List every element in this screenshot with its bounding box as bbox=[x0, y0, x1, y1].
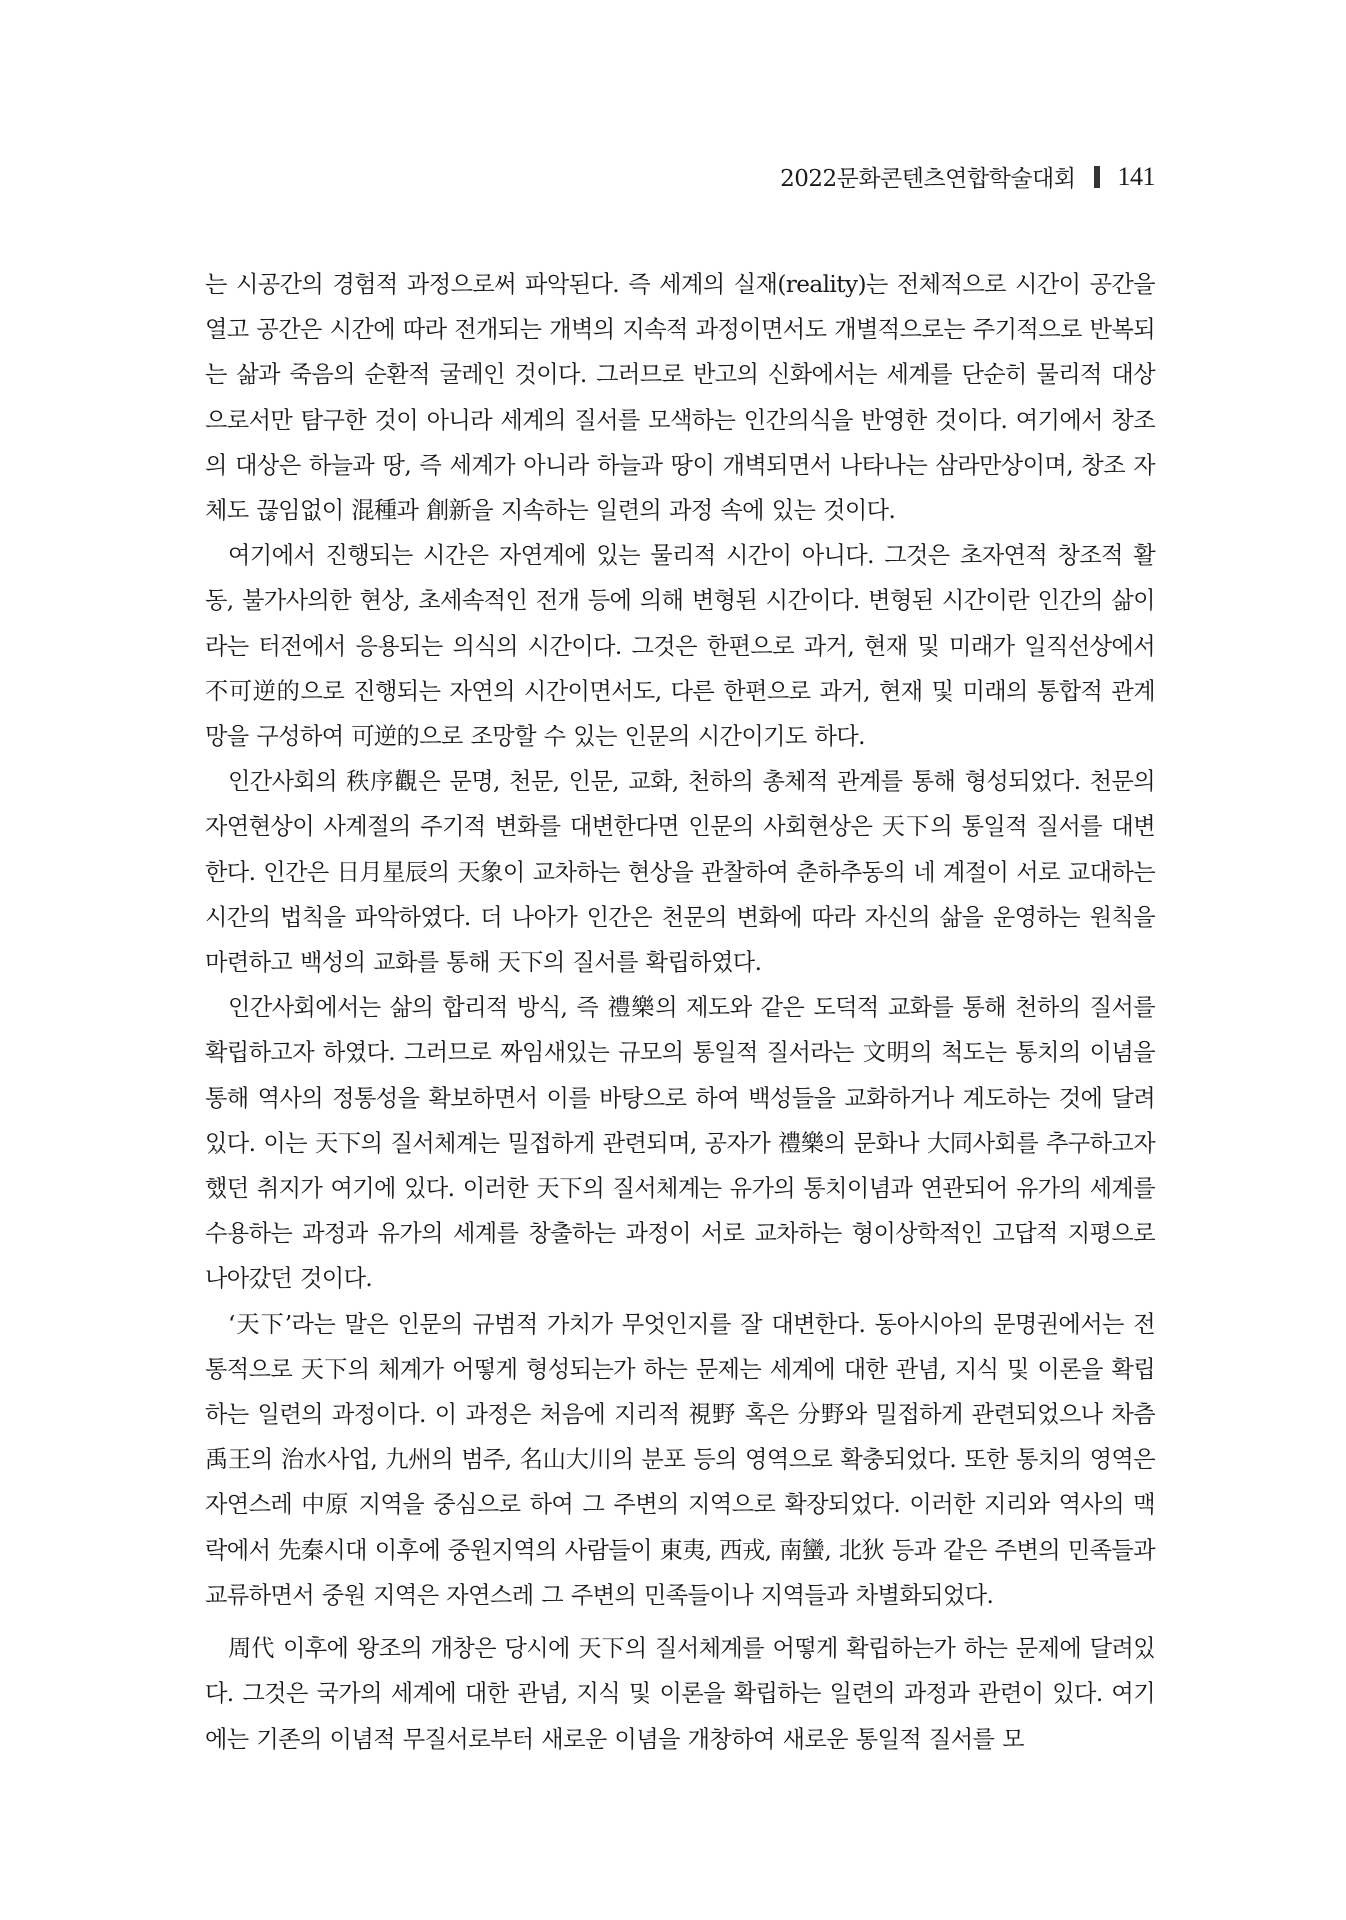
journal-title: 2022문화콘텐츠연합학술대회 bbox=[780, 166, 1076, 192]
paragraph-tianxia: ‘天下’라는 말은 인문의 규범적 가치가 무엇인지를 잘 대변한다. 동아시아의 문명권에서는 전통적으로 天下의 체계가 어떻게 형성되는가 하는 문제는 세계에 대한 관념, 지식 및 이론을 확립하는 일련의 과정이다. 이 과정은 처음에 지리적 視野 혹은 分野와 밀접하게 관련되었으나 차츰 禹王의 治水사업, 九州의 범주, 名山大川의 분포 등의 영역으로 확충되었다. 또한 통치의 영역은 자연스레 中原 지역을 중심으로 하여 그 주변의 지역으로 확장되었다. 이러한 지리와 역사의 맥락에서 先秦시대 이후에 중원지역의 사람들이 東夷, 西戎, 南蠻, 北狄 등과 같은 주변의 민족들과 교류하면서 중원 지역은 자연스레 그 주변의 민족들이나 지역들과 차별화되었다. bbox=[205, 1310, 1155, 1609]
running-header bbox=[205, 160, 1155, 193]
paragraph-order-view: 인간사회의 秩序觀은 문명, 천문, 인문, 교화, 천하의 총체적 관계를 통해 형성되었다. 천문의 자연현상이 사계절의 주기적 변화를 대변한다면 인문의 사회현상은 天下의 통일적 질서를 대변한다. 인간은 日月星辰의 天象이 교차하는 현상을 관찰하여 춘하추동의 네 계절이 서로 교대하는 시간의 법칙을 파악하였다. 더 나아가 인간은 천문의 변화에 따라 자신의 삶을 운영하는 원칙을 마련하고 백성의 교화를 통해 天下의 질서를 확립하였다. bbox=[205, 768, 1155, 977]
paragraph-continued: 는 시공간의 경험적 과정으로써 파악된다. 즉 세계의 실재(reality)는 전체적으로 시간이 공간을 열고 공간은 시간에 따라 전개되는 개벽의 지속적 과정이면서도 개별적으로는 주기적으로 반복되는 삶과 죽음의 순환적 굴레인 것이다. 그러므로 반고의 신화에서는 세계를 단순히 물리적 대상으로서만 탐구한 것이 아니라 세계의 질서를 모색하는 인간의식을 반영한 것이다. 여기에서 창조의 대상은 하늘과 땅, 즉 세계가 아니라 하늘과 땅이 개벽되면서 나타나는 삼라만상이며, 창조 자체도 끊임없이 混種과 創新을 지속하는 일련의 과정 속에 있는 것이다. bbox=[205, 271, 1155, 525]
header-separator-bar bbox=[1094, 166, 1100, 188]
paragraph-ritual-music: 인간사회에서는 삶의 합리적 방식, 즉 禮樂의 제도와 같은 도덕적 교화를 통해 천하의 질서를 확립하고자 하였다. 그러므로 짜임새있는 규모의 통일적 질서라는 文明의 척도는 통치의 이념을 통해 역사의 정통성을 확보하면서 이를 바탕으로 하여 백성들을 교화하거나 계도하는 것에 달려있다. 이는 天下의 질서체계는 밀접하게 관련되며, 공자가 禮樂의 문화나 大同사회를 추구하고자 했던 취지가 여기에 있다. 이러한 天下의 질서체계는 유가의 통치이념과 연관되어 유가의 세계를 수용하는 과정과 유가의 세계를 창출하는 과정이 서로 교차하는 형이상학적인 고답적 지평으로 나아갔던 것이다. bbox=[205, 994, 1155, 1293]
page-number: 141 bbox=[1117, 161, 1155, 191]
paragraph-zhou-dynasty: 周代 이후에 왕조의 개창은 당시에 天下의 질서체계를 어떻게 확립하는가 하는 문제에 달려있다. 그것은 국가의 세계에 대한 관념, 지식 및 이론을 확립하는 일련의 과정과 관련이 있다. 여기에는 기존의 이념적 무질서로부터 새로운 이념을 개창하여 새로운 통일적 질서를 모 bbox=[205, 1635, 1155, 1753]
paragraph-time: 여기에서 진행되는 시간은 자연계에 있는 물리적 시간이 아니다. 그것은 초자연적 창조적 활동, 불가사의한 현상, 초세속적인 전개 등에 의해 변형된 시간이다. 변형된 시간이란 인간의 삶이라는 터전에서 응용되는 의식의 시간이다. 그것은 한편으로 과거, 현재 및 미래가 일직선상에서 不可逆的으로 진행되는 자연의 시간이면서도, 다른 한편으로 과거, 현재 및 미래의 통합적 관계망을 구성하여 可逆的으로 조망할 수 있는 인문의 시간이기도 하다. bbox=[205, 542, 1155, 751]
body-text bbox=[205, 262, 1155, 1762]
